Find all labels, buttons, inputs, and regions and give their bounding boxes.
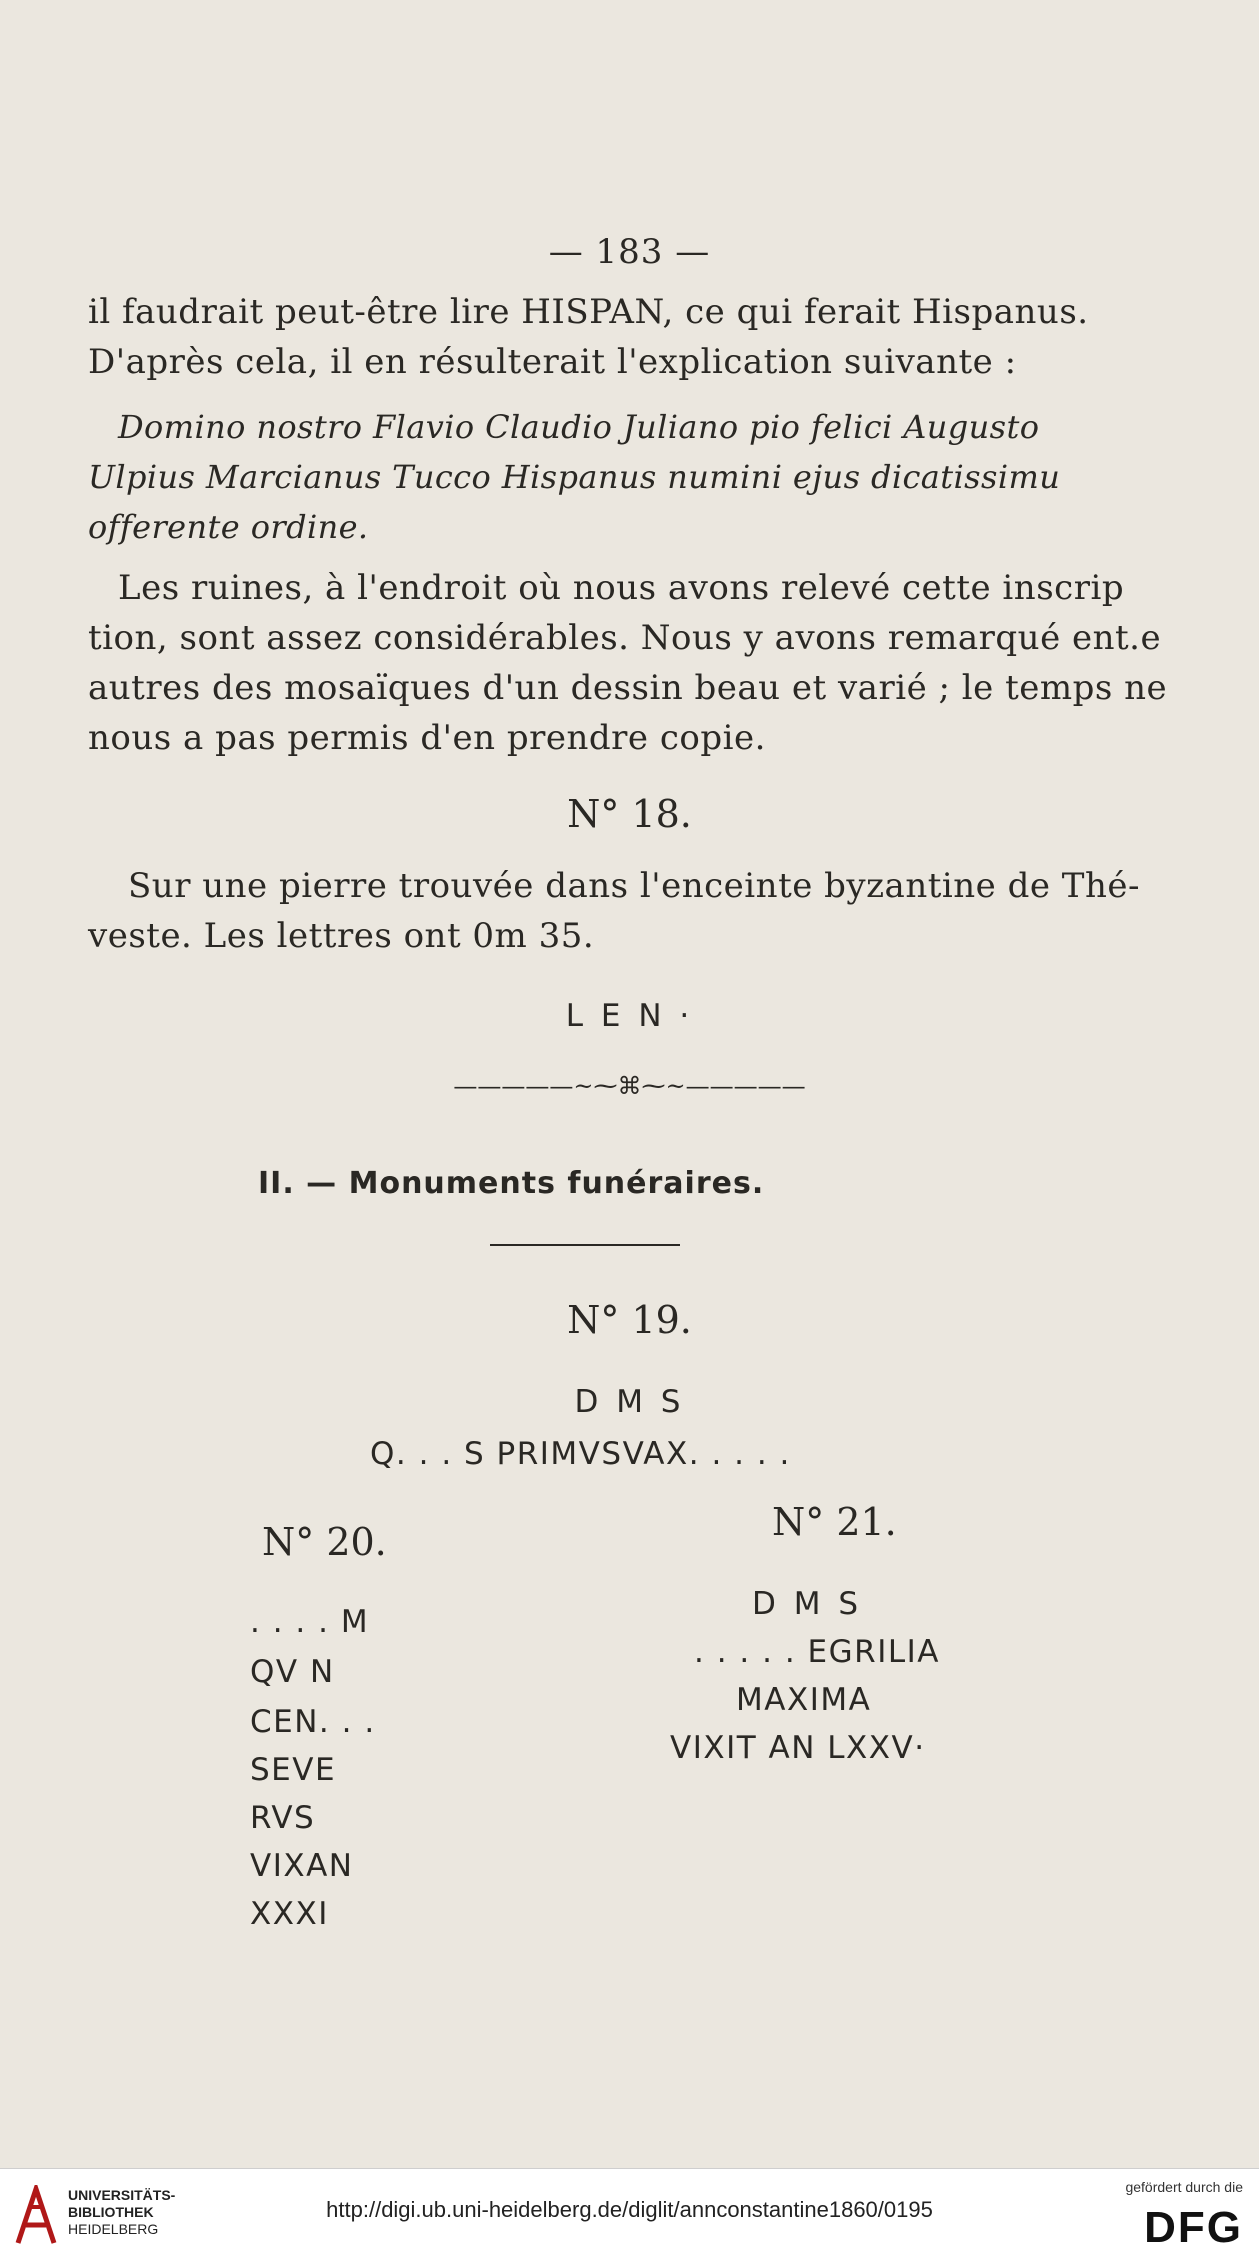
ornamental-divider: —————~⁓⌘⁓~————— bbox=[453, 1072, 806, 1100]
viewer-footer bbox=[0, 2168, 1259, 2261]
paragraph-line: tion, sont assez considérables. Nous y avons remarqué ent.e bbox=[88, 618, 1162, 658]
inscription-20-line: VIXAN bbox=[250, 1848, 354, 1884]
paragraph-line: Sur une pierre trouvée dans l'enceinte byzantine de Thé- bbox=[128, 866, 1140, 906]
paragraph-line: il faudrait peut-être lire HISPAN, ce qui ferait Hispanus. bbox=[88, 292, 1089, 332]
latin-expansion-line: Ulpius Marcianus Tucco Hispanus numini ejus dicatissimu bbox=[88, 458, 1061, 496]
inscription-20-line: CEN. . . bbox=[250, 1704, 376, 1740]
inscription-20-line: . . . . M bbox=[250, 1604, 370, 1640]
entry-heading-21: N° 21. bbox=[772, 1500, 897, 1544]
inscription-21-line: MAXIMA bbox=[736, 1682, 872, 1718]
inscription-19-line: D M S bbox=[574, 1384, 685, 1420]
library-name-line: BIBLIOTHEK bbox=[68, 2204, 154, 2220]
inscription-20-line: SEVE bbox=[250, 1752, 337, 1788]
short-rule bbox=[490, 1244, 680, 1246]
library-name-line: UNIVERSITÄTS- bbox=[68, 2187, 176, 2203]
entry-heading-18: N° 18. bbox=[567, 792, 692, 836]
entry-heading-19: N° 19. bbox=[567, 1298, 692, 1342]
paragraph-line: Les ruines, à l'endroit où nous avons relevé cette inscrip bbox=[118, 568, 1125, 608]
section-title: II. — Monuments funéraires. bbox=[258, 1166, 765, 1201]
latin-expansion-line: offerente ordine. bbox=[88, 508, 369, 546]
inscription-18: L E N · bbox=[565, 998, 694, 1034]
paragraph-line: D'après cela, il en résulterait l'explication suivante : bbox=[88, 342, 1017, 382]
latin-expansion-line: Domino nostro Flavio Claudio Juliano pio felici Augusto bbox=[118, 408, 1040, 446]
paragraph-line: autres des mosaïques d'un dessin beau et varié ; le temps ne bbox=[88, 668, 1168, 708]
entry-heading-20: N° 20. bbox=[262, 1520, 387, 1564]
inscription-20-line: XXXI bbox=[250, 1896, 329, 1932]
inscription-21-line: D M S bbox=[752, 1586, 863, 1622]
paragraph-line: veste. Les lettres ont 0m 35. bbox=[88, 916, 595, 956]
permalink-url[interactable]: http://digi.ub.uni-heidelberg.de/diglit/annconstantine1860/0195 bbox=[326, 2197, 933, 2222]
inscription-19-line: Q. . . S PRIMVSVAX. . . . . bbox=[370, 1436, 791, 1472]
inscription-21-line: VIXIT AN LXXV· bbox=[670, 1730, 926, 1766]
funded-by-label: gefördert durch die bbox=[1125, 2179, 1243, 2195]
paragraph-line: nous a pas permis d'en prendre copie. bbox=[88, 718, 766, 758]
page-number: — 183 — bbox=[548, 232, 711, 272]
inscription-21-line: . . . . . EGRILIA bbox=[694, 1634, 940, 1670]
inscription-20-line: RVS bbox=[250, 1800, 316, 1836]
inscription-20-line: QV N bbox=[250, 1654, 335, 1690]
dfg-logo: DFG bbox=[1144, 2203, 1243, 2252]
library-name-line: HEIDELBERG bbox=[68, 2221, 159, 2237]
